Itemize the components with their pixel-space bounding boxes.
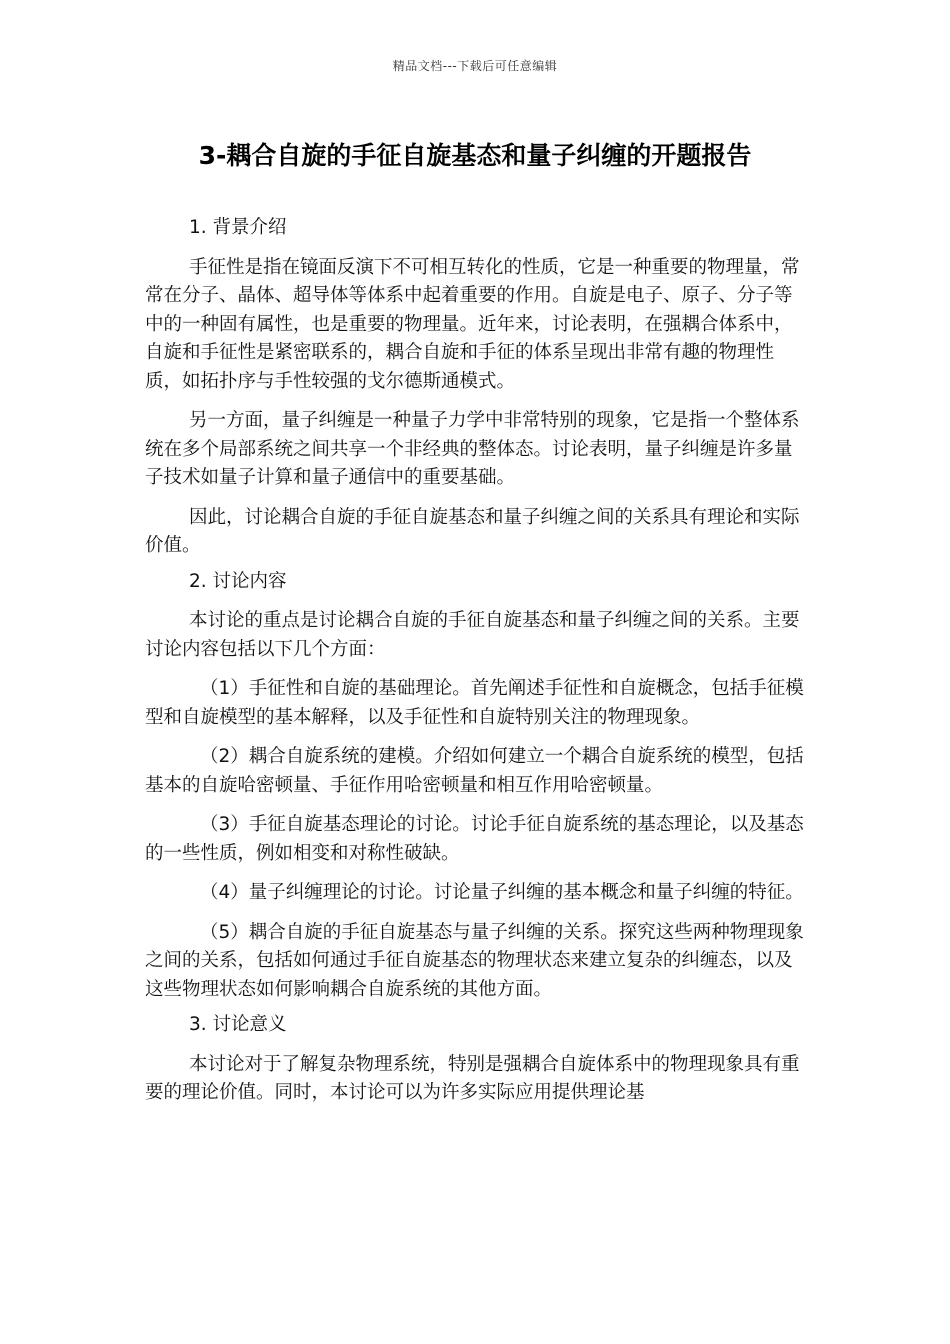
section-heading-content: 2. 讨论内容	[189, 570, 287, 592]
paragraph: 因此，讨论耦合自旋的手征自旋基态和量子纠缠之间的关系具有理论和实际价值。	[145, 506, 800, 556]
list-item: （1）手征性和自旋的基础理论。首先阐述手征性和自旋概念，包括手征模型和自旋模型的基本解释，以及手征性和自旋特别关注的物理现象。	[145, 678, 804, 728]
list-item: （3）手征自旋基态理论的讨论。讨论手征自旋系统的基态理论，以及基态的一些性质，例如相变和对称性破缺。	[145, 814, 804, 864]
header-note: 精品文档---下载后可任意编辑	[392, 59, 558, 73]
list-item: （4）量子纠缠理论的讨论。讨论量子纠缠的基本概念和量子纠缠的特征。	[200, 882, 804, 903]
section-heading-significance: 3. 讨论意义	[189, 1014, 287, 1035]
paragraph: 手征性是指在镜面反演下不可相互转化的性质，它是一种重要的物理量，常常在分子、晶体、超导体等体系中起着重要的作用。自旋是电子、原子、分子等中的一种固有属性，也是重要的物理量。近年来，讨论表明，在强耦合体系中，自旋和手征性是紧密联系的，耦合自旋和手征的体系呈现出非常有趣的物理性质，如拓扑序与手性较强的戈尔德斯通模式。	[145, 256, 800, 392]
paragraph: 本讨论对于了解复杂物理系统，特别是强耦合自旋体系中的物理现象具有重要的理论价值。同时，本讨论可以为许多实际应用提供理论基	[145, 1053, 800, 1103]
paragraph: 本讨论的重点是讨论耦合自旋的手征自旋基态和量子纠缠之间的关系。主要讨论内容包括以下几个方面：	[145, 610, 800, 660]
list-item: （5）耦合自旋的手征自旋基态与量子纠缠的关系。探究这些两种物理现象之间的关系，包括如何通过手征自旋基态的物理状态来建立复杂的纠缠态，以及这些物理状态如何影响耦合自旋系统的其他方面。	[145, 921, 804, 1000]
section-heading-background: 1. 背景介绍	[189, 217, 287, 238]
list-item: （2）耦合自旋系统的建模。介绍如何建立一个耦合自旋系统的模型，包括基本的自旋哈密顿量、手征作用哈密顿量和相互作用哈密顿量。	[145, 746, 804, 796]
paragraph: 另一方面，量子纠缠是一种量子力学中非常特别的现象，它是指一个整体系统在多个局部系统之间共享一个非经典的整体态。讨论表明，量子纠缠是许多量子技术如量子计算和量子通信中的重要基础。	[145, 410, 800, 488]
document-title: 3-耦合自旋的手征自旋基态和量子纠缠的开题报告	[198, 141, 752, 170]
document-body	[145, 214, 807, 1119]
